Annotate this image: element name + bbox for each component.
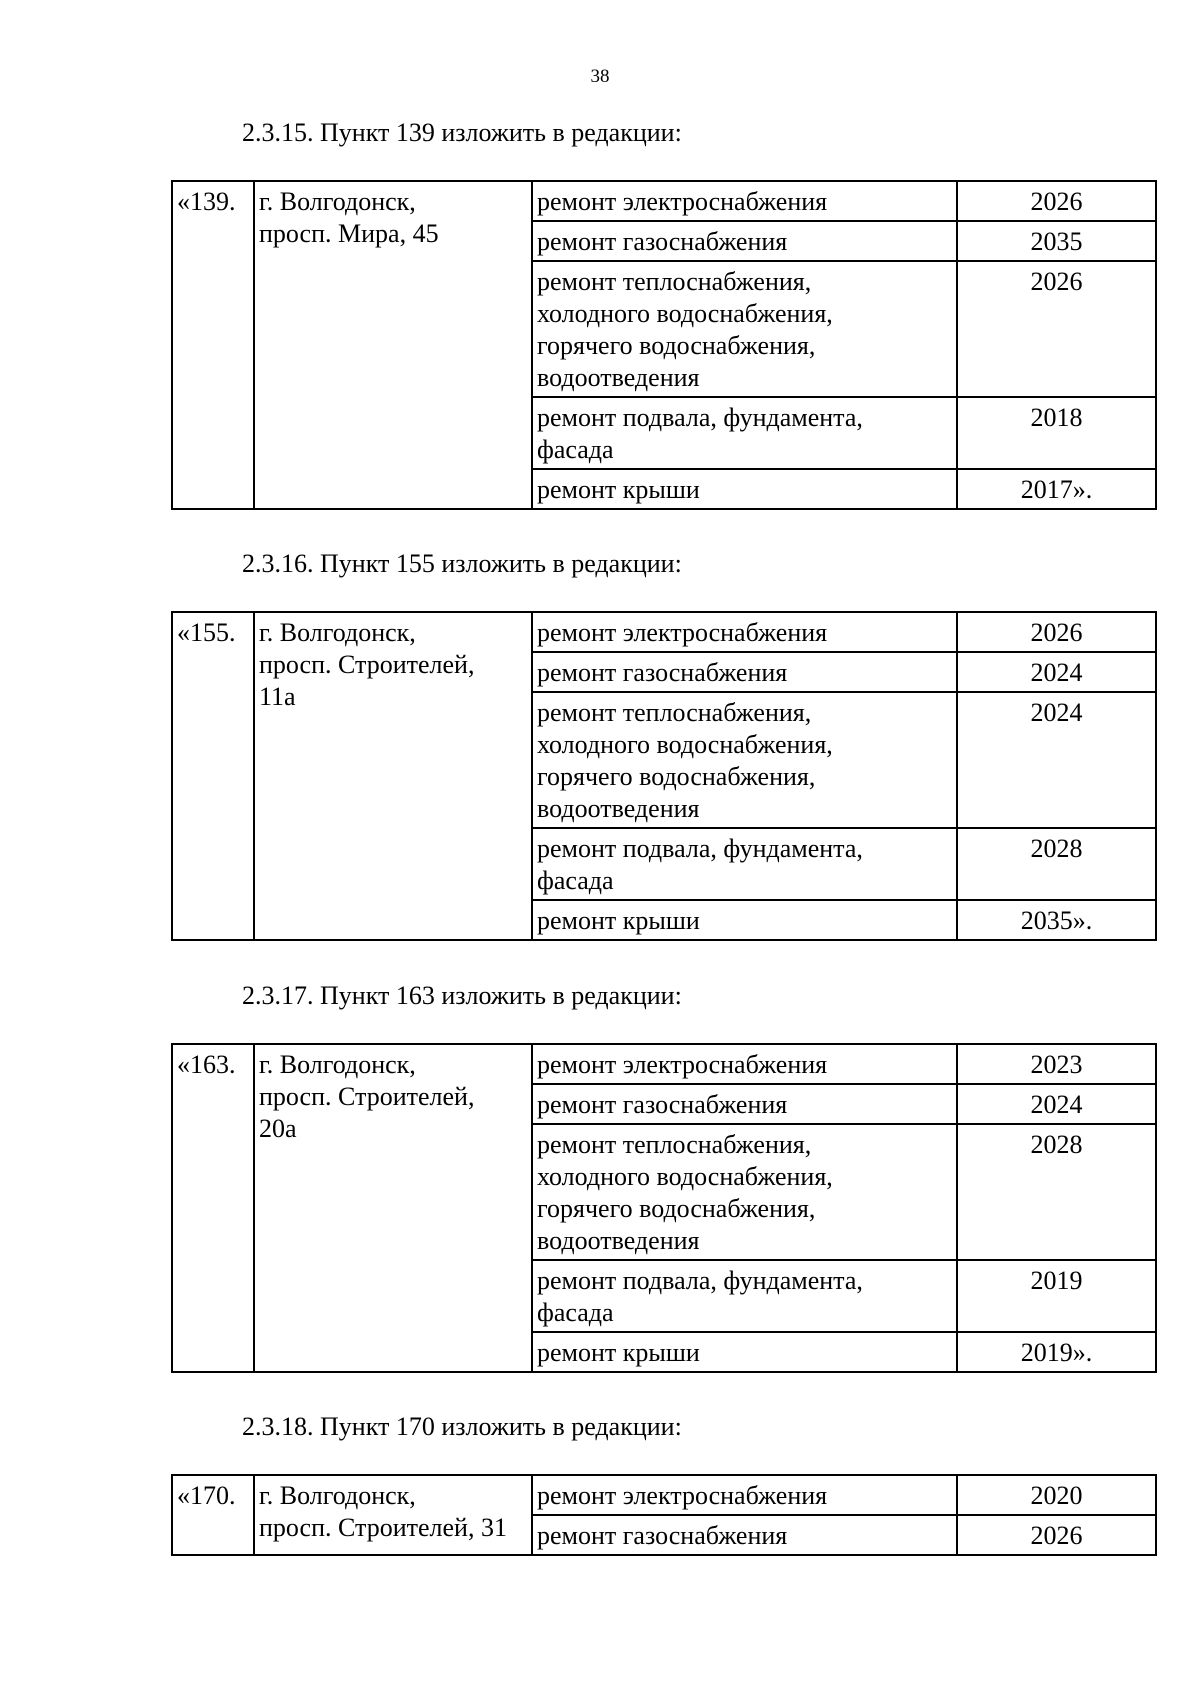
work-line: горячего водоснабжения, xyxy=(537,762,816,791)
repair-schedule-table xyxy=(171,611,1157,941)
work-line: ремонт теплоснабжения, xyxy=(537,698,812,727)
work-type xyxy=(532,1044,957,1084)
repair-year: 2026 xyxy=(957,612,1156,652)
repair-schedule-table xyxy=(171,1474,1157,1556)
work-line: ремонт подвала, фундамента, xyxy=(537,834,863,863)
work-type xyxy=(532,469,957,509)
building-address xyxy=(254,1475,532,1555)
repair-year: 2028 xyxy=(957,828,1156,900)
work-type xyxy=(532,1260,957,1332)
section-heading: 2.3.18. Пункт 170 изложить в редакции: xyxy=(242,1412,682,1441)
work-line: холодного водоснабжения, xyxy=(537,299,833,328)
work-type xyxy=(532,181,957,221)
work-type xyxy=(532,261,957,397)
work-type xyxy=(532,612,957,652)
work-line: ремонт электроснабжения xyxy=(537,1050,828,1079)
work-line: ремонт газоснабжения xyxy=(537,658,788,687)
page-number: 38 xyxy=(590,66,610,87)
repair-year: 2018 xyxy=(957,397,1156,469)
work-type xyxy=(532,692,957,828)
building-address xyxy=(254,612,532,940)
repair-year: 2024 xyxy=(957,1084,1156,1124)
address-line: 11а xyxy=(259,682,296,711)
work-type xyxy=(532,221,957,261)
repair-year: 2035 xyxy=(957,221,1156,261)
repair-year: 2026 xyxy=(957,1515,1156,1555)
building-address xyxy=(254,1044,532,1372)
repair-year: 2017». xyxy=(957,469,1156,509)
work-line: холодного водоснабжения, xyxy=(537,730,833,759)
section-heading: 2.3.16. Пункт 155 изложить в редакции: xyxy=(242,549,682,578)
work-type xyxy=(532,1515,957,1555)
work-type xyxy=(532,1475,957,1515)
work-line: водоотведения xyxy=(537,363,700,392)
work-line: ремонт газоснабжения xyxy=(537,227,788,256)
repair-year: 2023 xyxy=(957,1044,1156,1084)
item-number: «170. xyxy=(172,1475,254,1555)
work-type xyxy=(532,828,957,900)
table-row xyxy=(172,1044,1156,1084)
work-line: водоотведения xyxy=(537,794,700,823)
work-line: горячего водоснабжения, xyxy=(537,331,816,360)
work-line: ремонт крыши xyxy=(537,475,700,504)
work-line: ремонт крыши xyxy=(537,1338,700,1367)
work-type xyxy=(532,1124,957,1260)
work-type xyxy=(532,652,957,692)
work-line: ремонт электроснабжения xyxy=(537,1481,828,1510)
building-address xyxy=(254,181,532,509)
repair-year: 2019 xyxy=(957,1260,1156,1332)
address-line: просп. Строителей, 31 xyxy=(259,1513,507,1542)
repair-year: 2026 xyxy=(957,261,1156,397)
item-number: «139. xyxy=(172,181,254,509)
address-line: г. Волгодонск, xyxy=(259,187,416,216)
repair-year: 2019». xyxy=(957,1332,1156,1372)
work-line: ремонт электроснабжения xyxy=(537,618,828,647)
table-row xyxy=(172,1475,1156,1515)
repair-year: 2024 xyxy=(957,692,1156,828)
work-type xyxy=(532,397,957,469)
address-line: просп. Мира, 45 xyxy=(259,219,439,248)
work-line: ремонт газоснабжения xyxy=(537,1090,788,1119)
address-line: просп. Строителей, xyxy=(259,650,475,679)
repair-year: 2035». xyxy=(957,900,1156,940)
work-line: водоотведения xyxy=(537,1226,700,1255)
repair-schedule-table xyxy=(171,180,1157,510)
address-line: г. Волгодонск, xyxy=(259,1050,416,1079)
repair-year: 2024 xyxy=(957,652,1156,692)
section-heading: 2.3.15. Пункт 139 изложить в редакции: xyxy=(242,118,682,147)
work-line: фасада xyxy=(537,435,614,464)
address-line: 20а xyxy=(259,1114,297,1143)
work-line: ремонт теплоснабжения, xyxy=(537,267,812,296)
address-line: г. Волгодонск, xyxy=(259,618,416,647)
repair-year: 2020 xyxy=(957,1475,1156,1515)
work-line: ремонт теплоснабжения, xyxy=(537,1130,812,1159)
work-type xyxy=(532,1084,957,1124)
work-line: горячего водоснабжения, xyxy=(537,1194,816,1223)
work-line: ремонт электроснабжения xyxy=(537,187,828,216)
item-number: «163. xyxy=(172,1044,254,1372)
table-row xyxy=(172,612,1156,652)
table-row xyxy=(172,181,1156,221)
work-line: холодного водоснабжения, xyxy=(537,1162,833,1191)
repair-schedule-table xyxy=(171,1043,1157,1373)
work-line: ремонт крыши xyxy=(537,906,700,935)
work-type xyxy=(532,1332,957,1372)
address-line: просп. Строителей, xyxy=(259,1082,475,1111)
work-line: фасада xyxy=(537,1298,614,1327)
repair-year: 2026 xyxy=(957,181,1156,221)
repair-year: 2028 xyxy=(957,1124,1156,1260)
item-number: «155. xyxy=(172,612,254,940)
work-line: ремонт подвала, фундамента, xyxy=(537,1266,863,1295)
work-line: фасада xyxy=(537,866,614,895)
work-line: ремонт подвала, фундамента, xyxy=(537,403,863,432)
address-line: г. Волгодонск, xyxy=(259,1481,416,1510)
section-heading: 2.3.17. Пункт 163 изложить в редакции: xyxy=(242,981,682,1010)
work-type xyxy=(532,900,957,940)
work-line: ремонт газоснабжения xyxy=(537,1521,788,1550)
